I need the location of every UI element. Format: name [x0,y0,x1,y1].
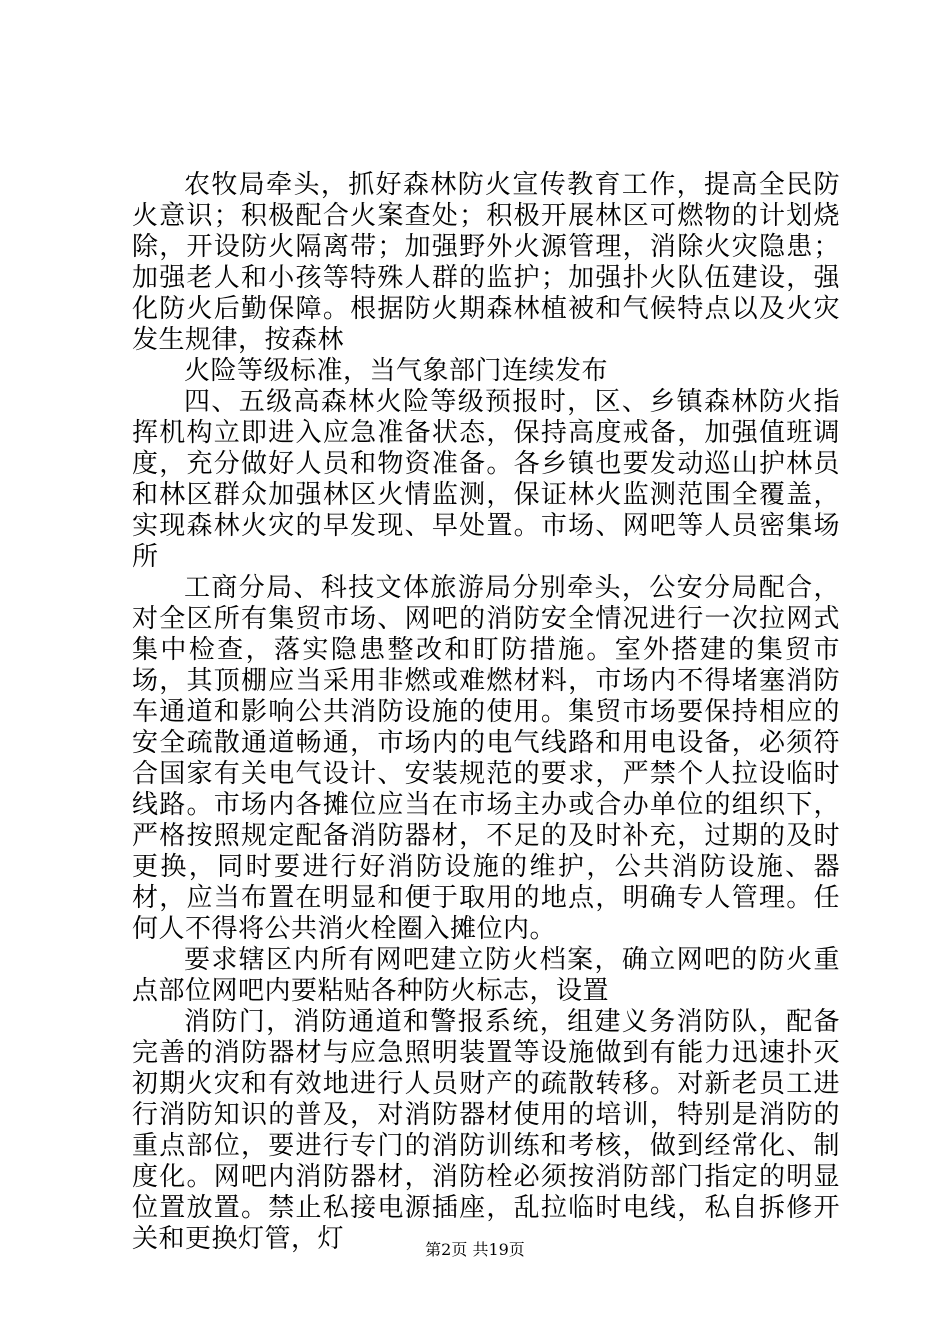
paragraph-6: 消防门，消防通道和警报系统，组建义务消防队，配备完善的消防器材与应急照明装置等设施做到有能力迅速扑灭初期火灾和有效地进行人员财产的疏散转移。对新老员工进行消防知识的普及，对消防器材使用的培训，特别是消防的重点部位，要进行专门的消防训练和考核，做到经常化、制度化。网吧内消防器材，消防栓必须按消防部门指定的明显位置放置。禁止私接电源插座，乱拉临时电线，私自拆修开关和更换灯管，灯 [132,1007,840,1254]
document-body [132,170,840,1255]
page-number-footer: 第2页 共19页 [425,1240,525,1259]
paragraph-1: 农牧局牵头，抓好森林防火宣传教育工作，提高全民防火意识；积极配合火案查处；积极开展林区可燃物的计划烧除，开设防火隔离带；加强野外火源管理，消除火灾隐患；加强老人和小孩等特殊人群的监护；加强扑火队伍建设，强化防火后勤保障。根据防火期森林植被和气候特点以及火灾发生规律，按森林 [132,170,840,355]
paragraph-5: 要求辖区内所有网吧建立防火档案，确立网吧的防火重点部位网吧内要粘贴各种防火标志，设置 [132,945,840,1006]
paragraph-3: 四、五级高森林火险等级预报时，区、乡镇森林防火指挥机构立即进入应急准备状态，保持高度戒备，加强值班调度，充分做好人员和物资准备。各乡镇也要发动巡山护林员和林区群众加强林区火情监测，保证林火监测范围全覆盖，实现森林火灾的早发现、早处置。市场、网吧等人员密集场所 [132,387,840,572]
paragraph-4: 工商分局、科技文体旅游局分别牵头，公安分局配合，对全区所有集贸市场、网吧的消防安全情况进行一次拉网式集中检查，落实隐患整改和盯防措施。室外搭建的集贸市场，其顶棚应当采用非燃或难燃材料，市场内不得堵塞消防车通道和影响公共消防设施的使用。集贸市场要保持相应的安全疏散通道畅通，市场内的电气线路和用电设备，必须符合国家有关电气设计、安装规范的要求，严禁个人拉设临时线路。市场内各摊位应当在市场主办或合办单位的组织下，严格按照规定配备消防器材，不足的及时补充，过期的及时更换，同时要进行好消防设施的维护，公共消防设施、器材，应当布置在明显和便于取用的地点，明确专人管理。任何人不得将公共消火栓圈入摊位内。 [132,573,840,944]
paragraph-2: 火险等级标准，当气象部门连续发布 [184,356,609,386]
